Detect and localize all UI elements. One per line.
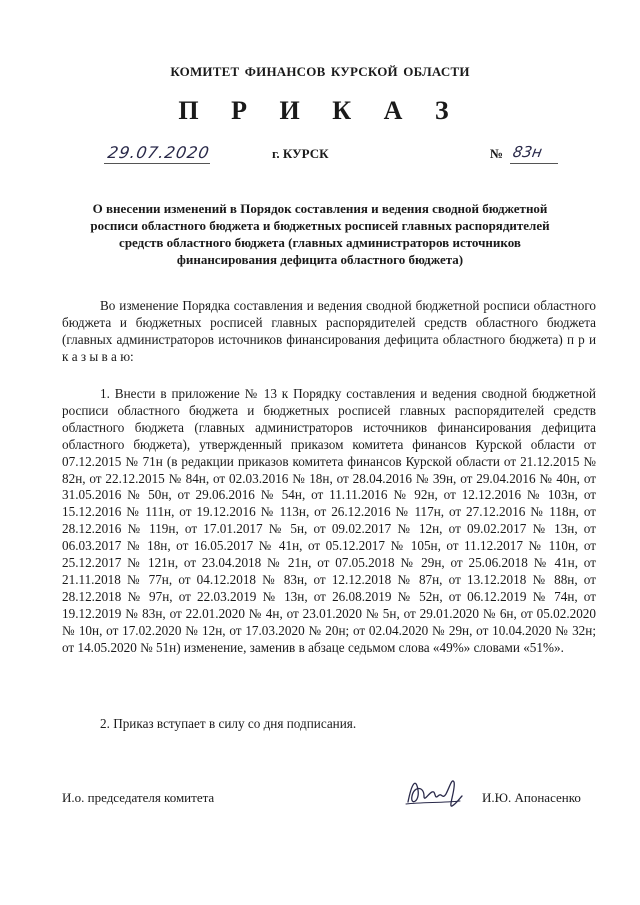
preamble-text: Во изменение Порядка составления и ведения сводной бюджетной росписи областного бюджета и бюджетных росписей главных распорядителей средств областного бюджета (главных администраторов источников финансирования дефицита областного бюджета) п р и к а з ы в а ю: <box>62 298 596 364</box>
point-1-text: 1. Внести в приложение № 13 к Порядку составления и ведения сводной бюджетной росписи областного бюджета и бюджетных росписей главных распорядителей средств областного бюджета (главных администраторов источников финансирования дефицита областного бюджета), утвержденный приказом комитета финансов Курской области от 07.12.2015 № 71н (в редакции приказов комитета финансов Курской области от 21.12.2015 № 82н, от 22.12.2015 № 84н, от 02.03.2016 № 18н, от 28.04.2016 № 39н, от 29.04.2016 № 40н, от 31.05.2016 № 50н, от 29.06.2016 № 54н, от 11.11.2016 № 92н, от 12.12.2016 № 103н, от 15.12.2016 № 111н, от 19.12.2016 № 113н, от 26.12.2016 № 117н, от 27.12.2016 № 118н, от 28.12.2016 № 119н, от 17.01.2017 № 5н, от 09.02.2017 № 12н, от 09.02.2017 № 13н, от 06.03.2017 № 18н, от 16.05.2017 № 41н, от 05.12.2017 № 105н, от 11.12.2017 № 110н, от 25.12.2017 № 121н, от 23.04.2018 № 21н, от 07.05.2018 № 29н, от 25.06.2018 № 41н, от 21.11.2018 № 77н, от 04.12.2018 № 83н, от 12.12.2018 № 87н, от 13.12.2018 № 88н, от 28.12.2018 № 97н, от 22.03.2019 № 13н, от 26.08.2019 № 52н, от 06.12.2019 № 74н, от 19.12.2019 № 83н, от 22.01.2020 № 4н, от 23.01.2020 № 5н, от 29.01.2020 № 6н, от 05.02.2020 № 10н, от 17.02.2020 № 12н, от 17.03.2020 № 20н; от 02.04.2020 № 29н, от 10.04.2020 № 32н; от 14.05.2020 № 51н) изменение, заменив в абзаце седьмом слова «49%» словами «51%». <box>62 386 596 655</box>
preamble-paragraph <box>62 298 596 366</box>
signer-name: И.Ю. Апонасенко <box>482 790 581 805</box>
point-2-text: 2. Приказ вступает в силу со дня подписания. <box>100 716 357 731</box>
handwritten-date: 29.07.2020 <box>106 143 212 162</box>
committee-name: КОМИТЕТ ФИНАНСОВ КУРСКОЙ ОБЛАСТИ <box>170 64 470 79</box>
document-type-title: П Р И К А З <box>178 96 462 125</box>
city-label: г. КУРСК <box>272 146 329 161</box>
date-underline <box>104 163 210 164</box>
point-1-paragraph <box>62 386 596 657</box>
handwritten-number: 83н <box>511 143 544 161</box>
handwritten-signature <box>402 772 466 812</box>
signer-title: И.о. председателя комитета <box>62 790 215 805</box>
document-meta-row <box>0 143 640 167</box>
number-underline <box>510 163 558 164</box>
number-label: № <box>490 146 504 161</box>
document-subject: О внесении изменений в Порядок составления и ведения сводной бюджетной росписи областного бюджета и бюджетных росписей главных распорядителей средств областного бюджета (главных администраторов источников финансирования дефицита областного бюджета) <box>90 201 550 267</box>
point-2-paragraph <box>62 716 596 733</box>
